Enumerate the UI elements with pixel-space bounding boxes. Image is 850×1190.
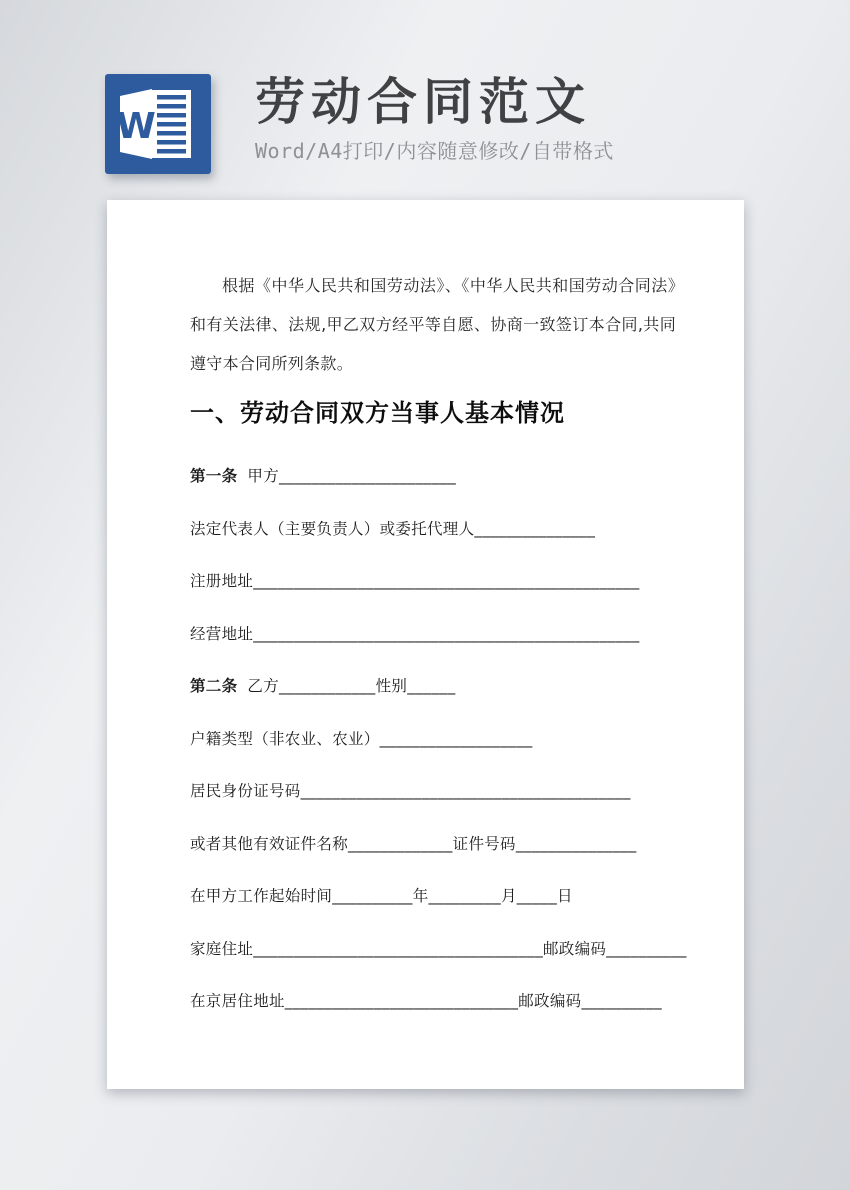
- form-line-text: 居民身份证号码_________________________________________: [190, 782, 631, 800]
- form-line-text: 在甲方工作起始时间__________年_________月_____日: [190, 887, 573, 905]
- form-line-business-address: [190, 608, 676, 661]
- form-line-text: 或者其他有效证件名称_____________证件号码_______________: [190, 834, 637, 853]
- form-line-text: 乙方____________性别______: [247, 677, 456, 695]
- form-line-other-certificate: [190, 818, 676, 871]
- form-line-household-type: [190, 713, 676, 766]
- section-heading: 一、劳动合同双方当事人基本情况: [190, 399, 565, 427]
- document-page: [107, 200, 744, 1089]
- form-line-home-address: [190, 923, 687, 976]
- header-text: [255, 72, 614, 164]
- form-line-yifang-gender: [190, 660, 676, 713]
- word-icon-letter: W: [116, 106, 156, 147]
- form-line-id-number: [190, 765, 676, 818]
- form-line-work-start-date: [190, 870, 676, 923]
- form-line-text: 户籍类型（非农业、农业）___________________: [190, 729, 533, 748]
- form-line-legal-representative: [190, 503, 676, 556]
- form-lines: [190, 450, 687, 1028]
- word-icon: [105, 74, 211, 174]
- clause-label: 第二条: [190, 677, 238, 695]
- form-line-text: 家庭住址____________________________________邮政编码__________: [190, 939, 687, 958]
- word-logo-graphic: [105, 74, 211, 174]
- form-line-jiafang: [190, 450, 676, 503]
- form-line-text: 注册地址________________________________________________: [190, 572, 640, 590]
- form-line-text: 经营地址________________________________________________: [190, 624, 640, 643]
- form-line-text: 在京居住地址_____________________________邮政编码__________: [190, 992, 662, 1010]
- intro-paragraph: 根据《中华人民共和国劳动法》、《中华人民共和国劳动合同法》和有关法律、法规,甲乙双方经平等自愿、协商一致签订本合同,共同遵守本合同所列条款。: [190, 276, 676, 373]
- page-subtitle: Word/A4打印/内容随意修改/自带格式: [255, 139, 614, 163]
- form-line-text: 甲方______________________: [247, 467, 457, 485]
- form-line-registered-address: [190, 555, 676, 608]
- clause-label: 第一条: [190, 467, 238, 485]
- form-line-text: 法定代表人（主要负责人）或委托代理人_______________: [190, 519, 596, 538]
- form-line-beijing-address: [190, 975, 676, 1028]
- page-title: 劳动合同范文: [255, 73, 591, 131]
